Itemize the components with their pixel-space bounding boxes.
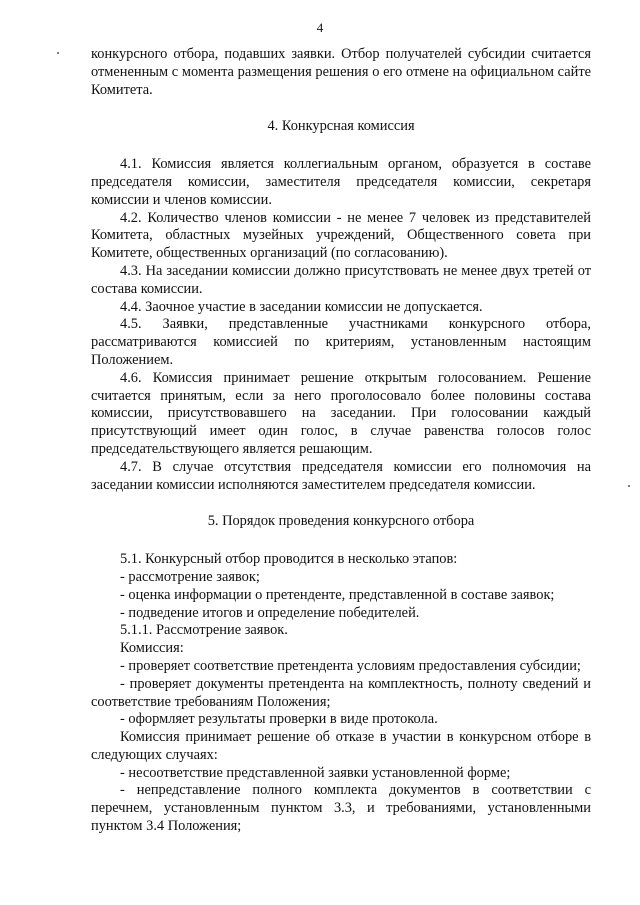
clause-5-1: 5.1. Конкурсный отбор проводится в несколько этапов: — [120, 551, 458, 568]
clause-4-7: 4.7. В случае отсутствия председателя комиссии его полномочия на заседании комиссии исполняются заместителем председателя комиссии. — [91, 458, 591, 493]
clause-4-3: 4.3. На заседании комиссии должно присутствовать не менее двух третей от состава комиссии. — [91, 262, 591, 297]
stage-item: - рассмотрение заявок; — [120, 568, 260, 585]
clause-4-1: 4.1. Комиссия является коллегиальным органом, образуется в составе председателя комиссии, заместителя председателя комиссии, секретаря комиссии и членов комиссии. — [91, 156, 591, 208]
continuation-paragraph: конкурсного отбора, подавших заявки. Отбор получателей субсидии считается отмененным с момента размещения решения о его отмене на официальном сайте Комитета. — [91, 46, 591, 98]
commission-label: Комиссия: — [120, 640, 184, 657]
section-4-heading: 4. Конкурсная комиссия — [267, 118, 415, 135]
clause-5-1-1: 5.1.1. Рассмотрение заявок. — [120, 622, 288, 639]
section-5-heading: 5. Порядок проведения конкурсного отбора — [207, 513, 475, 530]
refusal-case: - непредставление полного комплекта документов в соответствии с перечнем, установленным пунктом 3.3, и требованиями, установленными пунктом 3.4 Положения; — [91, 782, 591, 835]
refusal-case: - несоответствие представленной заявки установленной форме; — [120, 764, 511, 781]
commission-duty: - проверяет соответствие претендента условиям предоставления субсидии; — [120, 657, 581, 674]
clause-4-5: 4.5. Заявки, представленные участниками конкурсного отбора, рассматриваются комиссией по критериям, установленным настоящим Положением. — [91, 316, 591, 368]
clause-4-6: 4.6. Комиссия принимает решение открытым голосованием. Решение считается принятым, если за него проголосовало более половины состава комиссии, присутствовавшего на заседании. При голосовании каждый присутствующий имеет один голос, в случае равенства голосов голос председательствующего является решающим. — [91, 369, 591, 457]
commission-duty: - проверяет документы претендента на комплектность, полноту сведений и соответствие требованиям Положения; — [91, 675, 591, 710]
page-number: 4 — [316, 20, 324, 35]
stage-item: - оценка информации о претенденте, представленной в составе заявок; — [120, 586, 555, 603]
clause-4-4: 4.4. Заочное участие в заседании комиссии не допускается. — [120, 298, 483, 315]
document-body — [91, 46, 591, 836]
scan-speck — [628, 485, 630, 487]
commission-duty: - оформляет результаты проверки в виде протокола. — [120, 711, 438, 728]
stage-item: - подведение итогов и определение победителей. — [120, 604, 420, 621]
clause-4-2: 4.2. Количество членов комиссии - не менее 7 человек из представителей Комитета, областных музейных учреждений, Общественного совета при Комитете, общественных организаций (по согласованию). — [91, 209, 591, 262]
refusal-intro: Комиссия принимает решение об отказе в участии в конкурсном отборе в следующих случаях: — [91, 729, 591, 763]
scan-speck — [57, 52, 59, 54]
